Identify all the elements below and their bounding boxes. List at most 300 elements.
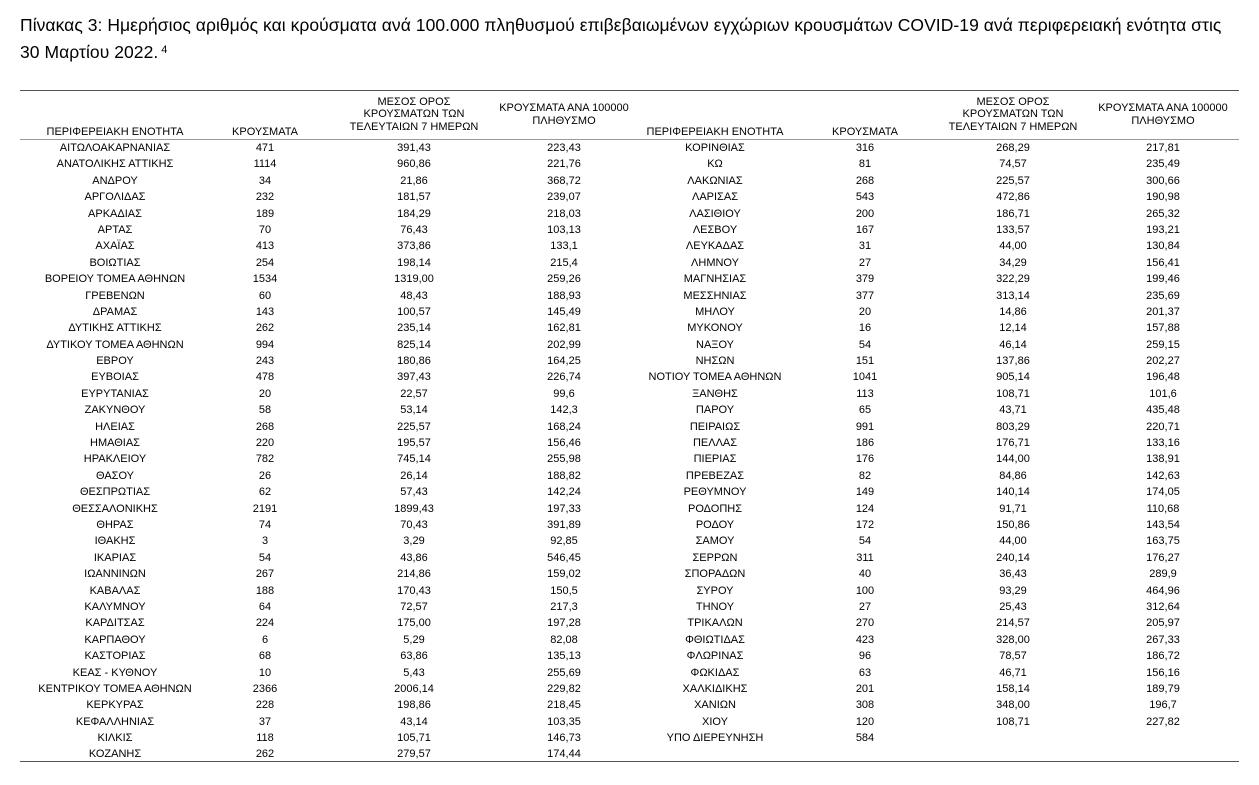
per100k-cell: 196,7 [1149, 699, 1177, 712]
avg7-cell: 78,57 [999, 650, 1027, 663]
cases-cell: 6 [261, 633, 269, 646]
region-cell: ΝΟΤΙΟΥ ΤΟΜΕΑ ΑΘΗΝΩΝ [648, 371, 782, 384]
avg7-cell: 91,71 [999, 502, 1027, 515]
table-row [0, 533, 640, 549]
table-row [620, 468, 1259, 484]
per100k-cell: 157,88 [1146, 322, 1180, 335]
per100k-cell: 220,71 [1146, 420, 1180, 433]
cases-cell: 478 [255, 371, 275, 384]
cases-cell: 31 [858, 240, 872, 253]
region-cell: ΑΧΑΪΑΣ [95, 240, 135, 253]
avg7-cell: 198,14 [397, 256, 431, 269]
region-cell: ΚΕΦΑΛΛΗΝΙΑΣ [75, 715, 155, 728]
table-row [0, 435, 640, 451]
region-cell: ΡΕΘΥΜΝΟΥ [683, 486, 747, 499]
region-cell: ΣΥΡΟΥ [696, 584, 734, 597]
table-row [0, 566, 640, 582]
per100k-cell: 135,13 [547, 650, 581, 663]
avg7-cell: 84,86 [999, 469, 1027, 482]
avg7-cell: 214,57 [996, 617, 1030, 630]
region-cell: ΚΕΝΤΡΙΚΟΥ ΤΟΜΕΑ ΑΘΗΝΩΝ [38, 682, 192, 695]
per100k-cell: 163,75 [1146, 535, 1180, 548]
cases-cell: 20 [858, 305, 872, 318]
cases-cell: 188 [255, 584, 275, 597]
cases-cell: 262 [255, 748, 275, 761]
region-cell: ΛΗΜΝΟΥ [691, 256, 739, 269]
avg7-cell: 137,86 [996, 355, 1030, 368]
per100k-cell: 391,89 [547, 518, 581, 531]
region-cell: ΚΟΡΙΝΘΙΑΣ [685, 142, 745, 154]
region-cell: ΞΑΝΘΗΣ [692, 387, 738, 400]
region-cell: ΙΘΑΚΗΣ [94, 535, 136, 548]
avg7-cell: 313,14 [996, 289, 1030, 302]
cases-cell: 54 [258, 551, 272, 564]
avg7-cell: 825,14 [397, 338, 431, 351]
region-cell: ΜΥΚΟΝΟΥ [687, 322, 743, 335]
per100k-cell: 156,16 [1146, 666, 1180, 679]
avg7-cell: 180,86 [397, 355, 431, 368]
region-cell: ΣΠΟΡΑΔΩΝ [684, 568, 746, 581]
region-cell: ΚΟΖΑΝΗΣ [88, 748, 142, 761]
cases-cell: 143 [255, 305, 275, 318]
table-row [0, 140, 640, 156]
table-row [0, 369, 640, 385]
per100k-cell: 289,9 [1149, 568, 1177, 581]
region-cell: ΥΠΟ ΔΙΕΡΕΥΝΗΣΗ [666, 732, 764, 745]
region-cell: ΕΒΡΟΥ [96, 355, 134, 368]
header-avg7-left-line2: ΚΡΟΥΣΜΑΤΩΝ ΤΩΝ [363, 108, 465, 121]
avg7-cell: 373,86 [397, 240, 431, 253]
avg7-cell: 43,14 [400, 715, 428, 728]
header-per100k-right-line1: ΚΡΟΥΣΜΑΤΑ ΑΝΑ 100000 [1098, 102, 1228, 114]
cases-cell: 308 [855, 699, 875, 712]
per100k-cell: 201,37 [1146, 305, 1180, 318]
header-avg7-right-line3: ΤΕΛΕΥΤΑΙΩΝ 7 ΗΜΕΡΩΝ [948, 120, 1078, 133]
per100k-cell: 217,81 [1146, 142, 1180, 154]
table-row [0, 173, 640, 189]
table-right-body [620, 140, 1259, 746]
region-cell: ΚΑΛΥΜΝΟΥ [84, 600, 146, 613]
table-row [0, 255, 640, 271]
cases-cell: 96 [858, 650, 872, 663]
header-per100k-left-line2: ΠΛΗΘΥΣΜΟ [532, 114, 596, 127]
cases-cell: 70 [258, 223, 272, 236]
header-per100k-right [1083, 91, 1243, 138]
cases-cell: 63 [858, 666, 872, 679]
per100k-cell: 99,6 [553, 387, 575, 400]
per100k-cell: 197,28 [547, 617, 581, 630]
per100k-cell: 217,3 [550, 600, 578, 613]
cases-cell: 16 [858, 322, 872, 335]
cases-cell: 68 [258, 650, 272, 663]
table-row [0, 271, 640, 287]
region-cell: ΤΡΙΚΑΛΩΝ [687, 617, 743, 630]
avg7-cell: 26,14 [400, 469, 428, 482]
region-cell: ΧΑΛΚΙΔΙΚΗΣ [682, 682, 748, 695]
table-row [0, 517, 640, 533]
cases-cell: 413 [255, 240, 275, 253]
cases-cell: 151 [855, 355, 875, 368]
per100k-cell: 300,66 [1146, 174, 1180, 187]
cases-cell: 243 [255, 355, 275, 368]
header-per100k-right-line2: ΠΛΗΘΥΣΜΟ [1131, 114, 1195, 127]
avg7-cell: 12,14 [999, 322, 1027, 335]
table-row [620, 337, 1259, 353]
table-row [0, 304, 640, 320]
avg7-cell: 144,00 [996, 453, 1030, 466]
per100k-cell: 197,33 [547, 502, 581, 515]
table-row [620, 222, 1259, 238]
per100k-cell: 156,46 [547, 437, 581, 450]
table-row [620, 369, 1259, 385]
table-row [620, 140, 1259, 156]
table-row [0, 681, 640, 697]
per100k-cell: 176,27 [1146, 551, 1180, 564]
region-cell: ΛΑΡΙΣΑΣ [691, 191, 738, 204]
region-cell: ΓΡΕΒΕΝΩΝ [85, 289, 145, 302]
table-row [0, 550, 640, 566]
region-cell: ΗΜΑΘΙΑΣ [90, 437, 140, 450]
avg7-cell: 140,14 [996, 486, 1030, 499]
table-row [0, 222, 640, 238]
cases-cell: 1114 [253, 158, 277, 171]
per100k-cell: 188,93 [547, 289, 581, 302]
per100k-cell: 142,24 [547, 486, 581, 499]
avg7-cell: 175,00 [397, 617, 431, 630]
cases-cell: 189 [255, 207, 275, 220]
region-cell: ΝΗΣΩΝ [695, 355, 735, 368]
header-region-right [628, 91, 802, 138]
avg7-cell: 93,29 [999, 584, 1027, 597]
region-cell: ΚΙΛΚΙΣ [97, 732, 133, 745]
per100k-cell: 133,1 [550, 240, 578, 253]
table-row [620, 566, 1259, 582]
cases-cell: 224 [255, 617, 275, 630]
region-cell: ΤΗΝΟΥ [695, 600, 735, 613]
avg7-cell: 279,57 [397, 748, 431, 761]
per100k-cell: 239,07 [547, 191, 581, 204]
avg7-cell: 5,29 [403, 633, 425, 646]
region-cell: ΑΝΔΡΟΥ [92, 174, 138, 187]
region-cell: ΑΙΤΩΛΟΑΚΑΡΝΑΝΙΑΣ [59, 142, 171, 154]
cases-cell: 118 [256, 732, 274, 745]
cases-cell: 423 [855, 633, 875, 646]
avg7-cell: 43,86 [400, 551, 428, 564]
table-row [0, 419, 640, 435]
table-row [620, 714, 1259, 730]
table-row [620, 648, 1259, 664]
region-cell: ΠΕΛΛΑΣ [692, 437, 738, 450]
region-cell: ΗΡΑΚΛΕΙΟΥ [83, 453, 147, 466]
per100k-cell: 227,82 [1146, 715, 1180, 728]
cases-cell: 991 [855, 420, 875, 433]
cases-cell: 10 [258, 666, 272, 679]
per100k-cell: 199,46 [1146, 273, 1180, 286]
cases-cell: 167 [855, 223, 875, 236]
header-cases-right-label: ΚΡΟΥΣΜΑΤΑ [832, 125, 898, 138]
avg7-cell: 25,43 [999, 600, 1027, 613]
table-row [620, 353, 1259, 369]
per100k-cell: 205,97 [1146, 617, 1180, 630]
cases-cell: 20 [258, 387, 272, 400]
table-row [620, 255, 1259, 271]
avg7-cell: 22,57 [400, 387, 428, 400]
avg7-cell: 36,43 [999, 568, 1027, 581]
cases-cell: 113 [856, 387, 874, 400]
region-cell: ΚΑΡΠΑΘΟΥ [84, 633, 146, 646]
avg7-cell: 268,29 [996, 142, 1030, 154]
table-row [620, 632, 1259, 648]
per100k-cell: 202,27 [1146, 355, 1180, 368]
region-cell: ΦΘΙΩΤΙΔΑΣ [685, 633, 745, 646]
region-cell: ΡΟΔΟΠΗΣ [687, 502, 743, 515]
cases-cell: 172 [855, 518, 875, 531]
per100k-cell: 226,74 [547, 371, 581, 384]
cases-cell: 543 [855, 191, 875, 204]
table-row [0, 320, 640, 336]
avg7-cell: 397,43 [397, 371, 431, 384]
table-row [620, 419, 1259, 435]
header-avg7-left-line1: ΜΕΣΟΣ ΟΡΟΣ [377, 95, 451, 108]
avg7-cell: 322,29 [996, 273, 1030, 286]
table-row [620, 386, 1259, 402]
cases-cell: 2366 [252, 682, 278, 695]
cases-cell: 377 [855, 289, 875, 302]
table-row [620, 189, 1259, 205]
table-row [620, 615, 1259, 631]
region-cell: ΒΟΡΕΙΟΥ ΤΟΜΕΑ ΑΘΗΝΩΝ [44, 273, 186, 286]
cases-cell: 220 [255, 437, 275, 450]
avg7-cell: 34,29 [999, 256, 1027, 269]
table-row [0, 501, 640, 517]
per100k-cell: 150,5 [550, 584, 578, 597]
cases-cell: 176 [855, 453, 875, 466]
region-cell: ΕΥΒΟΙΑΣ [91, 371, 139, 384]
cases-cell: 81 [858, 158, 872, 171]
cases-cell: 82 [858, 469, 872, 482]
avg7-cell: 745,14 [397, 453, 431, 466]
per100k-cell: 188,82 [547, 469, 581, 482]
per100k-cell: 259,15 [1146, 338, 1180, 351]
per100k-cell: 215,4 [550, 256, 578, 269]
cases-cell: 120 [855, 715, 875, 728]
region-cell: ΦΛΩΡΙΝΑΣ [686, 650, 744, 663]
region-cell: ΚΑΒΑΛΑΣ [89, 584, 141, 597]
cases-cell: 74 [258, 518, 272, 531]
avg7-cell: 43,71 [999, 404, 1027, 417]
header-region-left [20, 91, 210, 138]
header-avg7-right-line2: ΚΡΟΥΣΜΑΤΩΝ ΤΩΝ [962, 108, 1064, 121]
per100k-cell: 101,6 [1149, 387, 1177, 400]
region-cell: ΦΩΚΙΔΑΣ [690, 666, 740, 679]
cases-cell: 1534 [252, 273, 278, 286]
cases-cell: 201 [855, 682, 875, 695]
cases-cell: 37 [258, 715, 272, 728]
cases-cell: 311 [856, 551, 874, 564]
header-cases-left-label: ΚΡΟΥΣΜΑΤΑ [232, 125, 298, 138]
cases-cell: 267 [255, 568, 275, 581]
table-row [620, 550, 1259, 566]
region-cell: ΡΟΔΟΥ [695, 518, 735, 531]
per100k-cell: 235,49 [1146, 158, 1180, 171]
header-avg7-left [334, 91, 494, 138]
avg7-cell: 225,57 [996, 174, 1030, 187]
cases-cell: 26 [258, 469, 272, 482]
cases-cell: 54 [858, 338, 872, 351]
table-row [620, 501, 1259, 517]
table-row [0, 583, 640, 599]
region-cell: ΚΑΣΤΟΡΙΑΣ [84, 650, 146, 663]
region-cell: ΛΕΥΚΑΔΑΣ [685, 240, 745, 253]
per100k-cell: 235,69 [1146, 289, 1180, 302]
table-row [620, 583, 1259, 599]
avg7-cell: 5,43 [403, 666, 425, 679]
header-avg7-right [933, 91, 1093, 138]
per100k-cell: 464,96 [1146, 584, 1180, 597]
avg7-cell: 960,86 [397, 158, 431, 171]
cases-cell: 60 [258, 289, 272, 302]
per100k-cell: 142,63 [1146, 469, 1180, 482]
avg7-cell: 186,71 [996, 207, 1030, 220]
avg7-cell: 14,86 [999, 305, 1027, 318]
region-cell: ΙΩΑΝΝΙΝΩΝ [84, 568, 146, 581]
table-row [620, 451, 1259, 467]
per100k-cell: 546,45 [547, 551, 581, 564]
table-row [0, 402, 640, 418]
region-cell: ΧΑΝΙΩΝ [694, 699, 736, 712]
per100k-cell: 255,69 [547, 666, 581, 679]
table-row [620, 435, 1259, 451]
per100k-cell: 168,24 [547, 420, 581, 433]
cases-cell: 584 [855, 732, 875, 745]
avg7-cell: 46,14 [999, 338, 1027, 351]
avg7-cell: 158,14 [996, 682, 1030, 695]
region-cell: ΑΝΑΤΟΛΙΚΗΣ ΑΤΤΙΚΗΣ [56, 158, 174, 171]
per100k-cell: 103,35 [547, 715, 581, 728]
avg7-cell: 108,71 [996, 715, 1030, 728]
table-row [0, 648, 640, 664]
cases-cell: 228 [255, 699, 275, 712]
cases-cell: 471 [255, 142, 275, 154]
avg7-cell: 44,00 [999, 240, 1027, 253]
table-row [620, 288, 1259, 304]
table-row [0, 697, 640, 713]
table-row [620, 533, 1259, 549]
avg7-cell: 198,86 [397, 699, 431, 712]
region-cell: ΛΕΣΒΟΥ [692, 223, 738, 236]
cases-cell: 27 [858, 600, 872, 613]
cases-cell: 149 [855, 486, 875, 499]
table-row [620, 599, 1259, 615]
table-row [0, 288, 640, 304]
region-cell: ΠΡΕΒΕΖΑΣ [685, 469, 745, 482]
per100k-cell: 146,73 [547, 732, 581, 745]
per100k-cell: 174,05 [1146, 486, 1180, 499]
avg7-cell: 1899,43 [394, 502, 434, 515]
cases-cell: 316 [855, 142, 875, 154]
avg7-cell: 181,57 [397, 191, 431, 204]
avg7-cell: 21,86 [400, 174, 428, 187]
table-bottom-rule [20, 761, 1239, 762]
region-cell: ΠΕΙΡΑΙΩΣ [689, 420, 741, 433]
avg7-cell: 150,86 [996, 518, 1030, 531]
avg7-cell: 74,57 [999, 158, 1027, 171]
per100k-cell: 202,99 [547, 338, 581, 351]
table-row [620, 517, 1259, 533]
per100k-cell: 267,33 [1146, 633, 1180, 646]
per100k-cell: 265,32 [1146, 207, 1180, 220]
region-cell: ΕΥΡΥΤΑΝΙΑΣ [81, 387, 149, 400]
avg7-cell: 328,00 [996, 633, 1030, 646]
avg7-cell: 133,57 [996, 223, 1030, 236]
per100k-cell: 186,72 [1146, 650, 1180, 663]
avg7-cell: 2006,14 [394, 682, 434, 695]
avg7-cell: 53,14 [400, 404, 428, 417]
per100k-cell: 164,25 [547, 355, 581, 368]
per100k-cell: 156,41 [1146, 256, 1180, 269]
avg7-cell: 57,43 [400, 486, 428, 499]
per100k-cell: 143,54 [1146, 518, 1180, 531]
avg7-cell: 170,43 [397, 584, 431, 597]
title-text: Πίνακας 3: Ημερήσιος αριθμός και κρούσματα ανά 100.000 πληθυσμού επιβεβαιωμένων εγχώριων κρουσμάτων COVID-19 ανά περιφερειακή ενότητα στις 30 Μαρτίου 2022. [20, 15, 1222, 62]
cases-cell: 254 [255, 256, 275, 269]
header-per100k-left [484, 91, 644, 138]
table-row [620, 304, 1259, 320]
region-cell: ΗΛΕΙΑΣ [95, 420, 135, 433]
table-row [0, 730, 640, 746]
cases-cell: 994 [255, 338, 275, 351]
table-row [0, 615, 640, 631]
header-region-right-label: ΠΕΡΙΦΕΡΕΙΑΚΗ ΕΝΟΤΗΤΑ [646, 125, 784, 138]
per100k-cell: 196,48 [1146, 371, 1180, 384]
table-row [0, 156, 640, 172]
region-cell: ΑΡΚΑΔΙΑΣ [88, 207, 142, 220]
header-avg7-left-line3: ΤΕΛΕΥΤΑΙΩΝ 7 ΗΜΕΡΩΝ [349, 120, 479, 133]
region-cell: ΔΡΑΜΑΣ [92, 305, 138, 318]
region-cell: ΚΑΡΔΙΤΣΑΣ [85, 617, 145, 630]
header-region-left-label: ΠΕΡΙΦΕΡΕΙΑΚΗ ΕΝΟΤΗΤΑ [46, 125, 184, 138]
table-row [620, 697, 1259, 713]
cases-cell: 186 [855, 437, 875, 450]
table-row [620, 271, 1259, 287]
per100k-cell: 162,81 [547, 322, 581, 335]
table-row [0, 451, 640, 467]
avg7-cell: 72,57 [400, 600, 428, 613]
region-cell: ΜΑΓΝΗΣΙΑΣ [683, 273, 747, 286]
region-cell: ΑΡΓΟΛΙΔΑΣ [84, 191, 146, 204]
cases-cell: 58 [258, 404, 272, 417]
header-cases-left [210, 91, 320, 138]
table-row [0, 599, 640, 615]
avg7-cell: 905,14 [996, 371, 1030, 384]
cases-cell: 1041 [852, 371, 878, 384]
avg7-cell: 240,14 [996, 551, 1030, 564]
avg7-cell: 1319,00 [394, 273, 434, 286]
region-cell: ΘΗΡΑΣ [96, 518, 134, 531]
avg7-cell: 108,71 [996, 387, 1030, 400]
per100k-cell: 130,84 [1146, 240, 1180, 253]
cases-cell: 65 [858, 404, 872, 417]
region-cell: ΠΙΕΡΙΑΣ [693, 453, 737, 466]
region-cell: ΜΕΣΣΗΝΙΑΣ [683, 289, 747, 302]
cases-cell: 268 [255, 420, 275, 433]
cases-cell: 34 [258, 174, 272, 187]
avg7-cell: 100,57 [397, 305, 431, 318]
avg7-cell: 803,29 [996, 420, 1030, 433]
per100k-cell: 223,43 [547, 142, 581, 154]
table-row [0, 238, 640, 254]
per100k-cell: 221,76 [547, 158, 581, 171]
